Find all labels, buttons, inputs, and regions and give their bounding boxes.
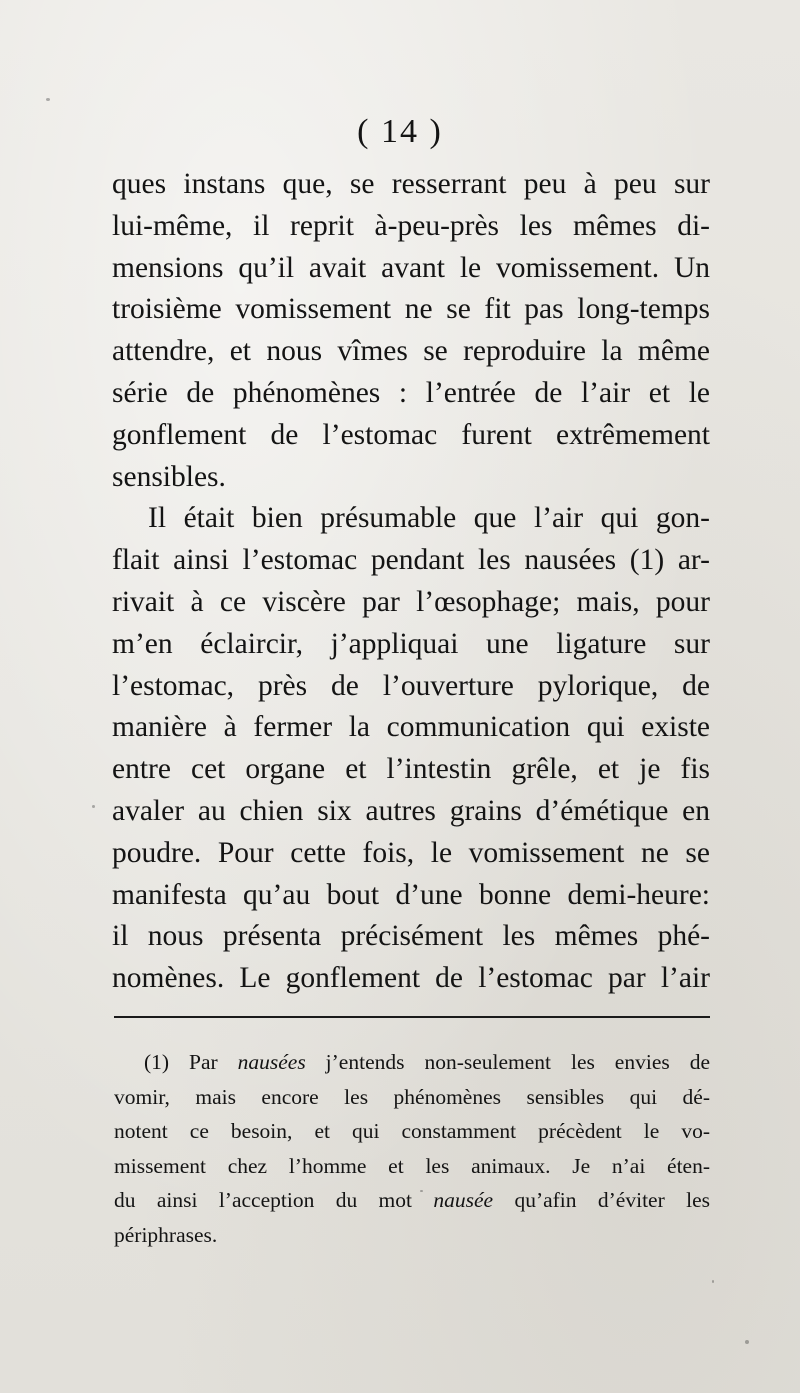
footnote-italic-term: nausées [237, 1050, 306, 1074]
text-line: attendre, et nous vîmes se reproduire la même [112, 335, 710, 368]
body-text [112, 164, 710, 1000]
text-line: manière à fermer la communication qui existe [112, 711, 710, 744]
paper-speck [420, 1190, 423, 1192]
paper-speck [92, 805, 95, 808]
text-line: rivait à ce viscère par l’œsophage; mais, pour [112, 585, 710, 618]
footnote-line [114, 1183, 710, 1218]
text-line: mensions qu’il avait avant le vomissement. Un [112, 251, 710, 284]
footnote-line [114, 1045, 710, 1080]
footnote-line: périphrases. [114, 1222, 218, 1247]
footnote-line: notent ce besoin, et qui constamment précèdent le vo- [114, 1119, 710, 1144]
text-line: ques instans que, se resserrant peu à peu sur [112, 168, 710, 200]
paper-speck [712, 1280, 714, 1283]
text-line: avaler au chien six autres grains d’émétique en [112, 794, 710, 827]
text-line: nomènes. Le gonflement de l’estomac par l’air [112, 962, 710, 995]
text-line: l’estomac, près de l’ouverture pylorique, de [112, 669, 710, 702]
text-line: poudre. Pour cette fois, le vomissement ne se [112, 836, 710, 869]
paper-speck [745, 1340, 749, 1344]
footnote-line: vomir, mais encore les phénomènes sensibles qui dé- [114, 1084, 710, 1109]
footnote [114, 1045, 710, 1253]
footnote-italic-term: nausée [433, 1188, 494, 1213]
footnote-rule [114, 1016, 710, 1018]
page-number: ( 14 ) [357, 113, 443, 150]
footnote-text: du ainsi l’acception du mot [114, 1188, 434, 1213]
text-line: entre cet organe et l’intestin grêle, et je fis [112, 753, 710, 786]
text-line: série de phénomènes : l’entrée de l’air et le [112, 376, 710, 409]
text-line: troisième vomissement ne se fit pas long-temps [112, 293, 710, 326]
footnote-text: qu’afin d’éviter les [493, 1188, 710, 1213]
text-line: sensibles. [112, 460, 226, 493]
text-line: Il était bien présumable que l’air qui gon- [148, 502, 710, 535]
footnote-line: missement chez l’homme et les animaux. Je n’ai éten- [114, 1153, 710, 1178]
footnote-text: j’entends non-seulement les envies de [305, 1050, 710, 1074]
text-line: il nous présenta précisément les mêmes phé- [112, 920, 710, 953]
text-line: manifesta qu’au bout d’une bonne demi-heure: [112, 878, 710, 911]
footnote-text: (1) Par [144, 1050, 238, 1074]
text-line: lui-même, il reprit à-peu-près les mêmes di- [112, 209, 710, 242]
text-line: flait ainsi l’estomac pendant les nausées (1) ar- [112, 544, 710, 577]
paper-speck [46, 98, 50, 101]
text-line: m’en éclaircir, j’appliquai une ligature sur [112, 627, 710, 660]
text-line: gonflement de l’estomac furent extrêmement [112, 418, 710, 451]
